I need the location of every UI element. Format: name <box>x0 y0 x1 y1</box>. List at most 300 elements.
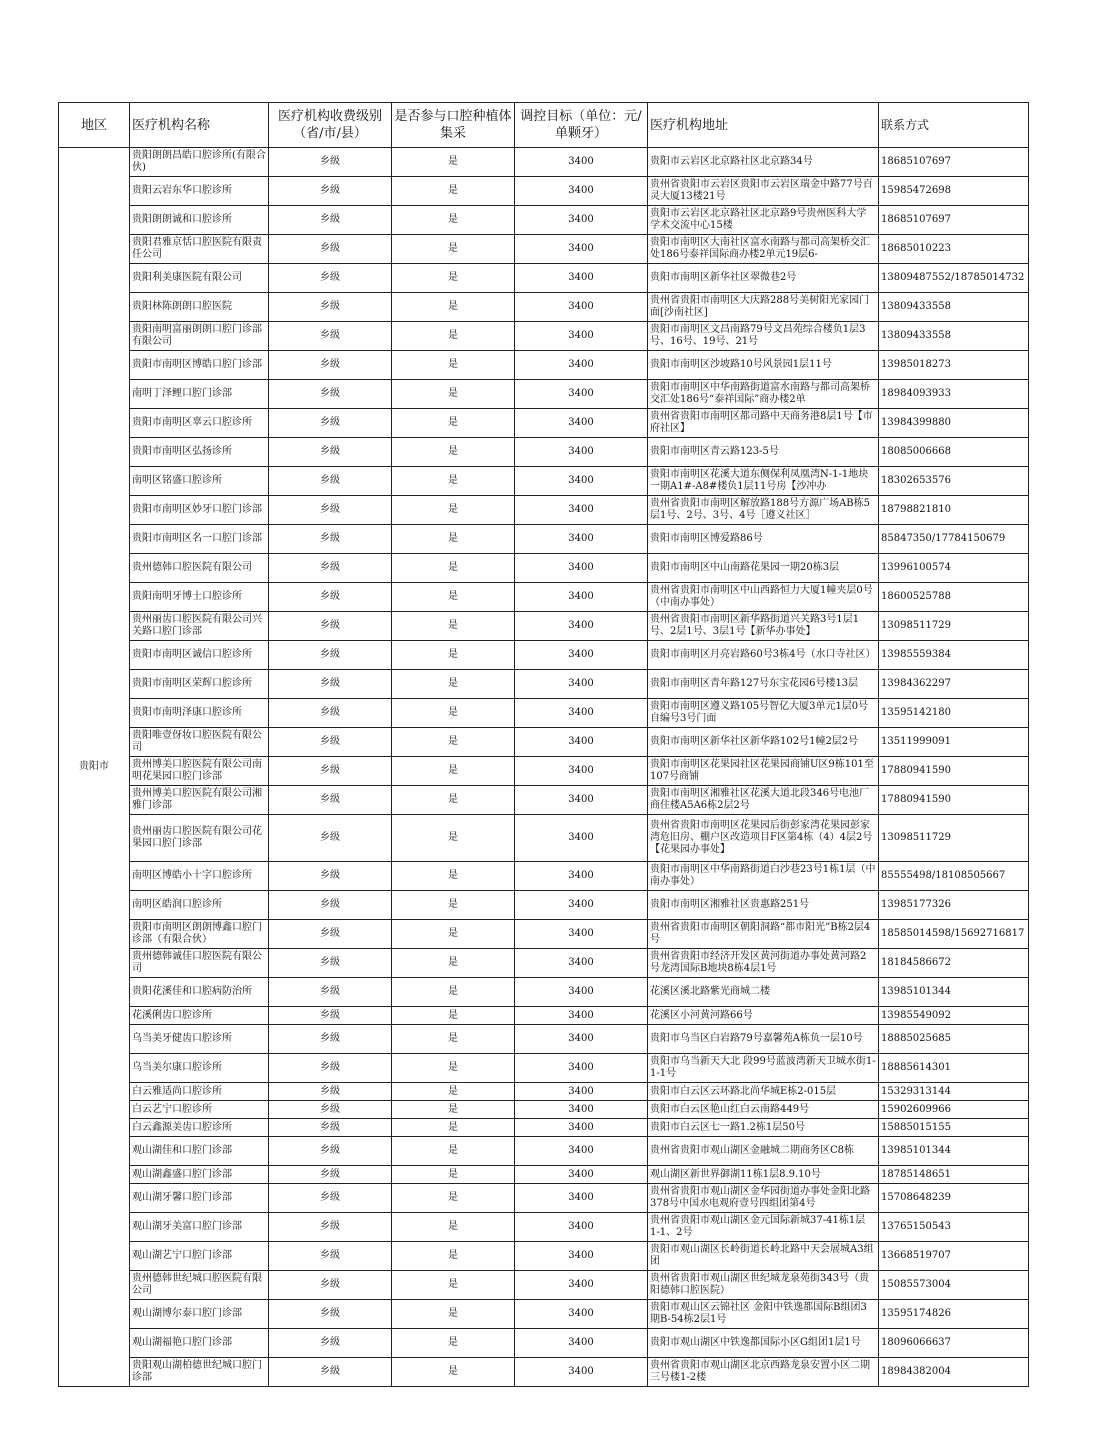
institution-name-cell: 贵州丽齿口腔医院有限公司花果园口腔门诊部 <box>130 815 269 862</box>
address-cell: 贵阳市云岩区北京路社区北京路9号贵州医科大学学术交流中心15楼 <box>648 206 879 235</box>
participation-cell: 是 <box>392 1119 515 1137</box>
institution-name-cell: 贵州博美口腔医院有限公司湘雅门诊部 <box>130 786 269 815</box>
fee-level-cell: 乡级 <box>269 264 392 293</box>
phone-cell: 18885025685 <box>879 1025 1029 1054</box>
target-price-cell: 3400 <box>515 1300 648 1329</box>
institution-name-cell: 乌当美牙健齿口腔诊所 <box>130 1025 269 1054</box>
target-price-cell: 3400 <box>515 978 648 1007</box>
institution-name-cell: 观山湖博尔泰口腔门诊部 <box>130 1300 269 1329</box>
institution-name-cell: 南明区博皓小十字口腔诊所 <box>130 862 269 891</box>
table-row <box>59 1083 1029 1101</box>
address-cell: 贵州省贵阳市经济开发区黄河街道办事处黄河路2号龙湾国际B地块8栋4层1号 <box>648 949 879 978</box>
fee-level-cell: 乡级 <box>269 757 392 786</box>
table-row <box>59 380 1029 409</box>
institution-name-cell: 南明区皓润口腔诊所 <box>130 891 269 920</box>
address-cell: 贵阳市南明区湘雅社区花溪大道北段346号电池厂商住楼A5A6栋2层2号 <box>648 786 879 815</box>
participation-cell: 是 <box>392 949 515 978</box>
table-row <box>59 891 1029 920</box>
participation-cell: 是 <box>392 728 515 757</box>
address-cell: 贵州省贵阳市观山湖区北京西路龙泉安置小区二期三号楼1-2楼 <box>648 1358 879 1387</box>
institution-name-cell: 贵阳花溪佳和口腔病防治所 <box>130 978 269 1007</box>
participation-cell: 是 <box>392 1242 515 1271</box>
phone-cell: 13985559384 <box>879 641 1029 670</box>
target-price-cell: 3400 <box>515 1137 648 1166</box>
institution-name-cell: 贵州博美口腔医院有限公司南明花果园口腔门诊部 <box>130 757 269 786</box>
phone-cell: 18302653576 <box>879 467 1029 496</box>
header-target: 调控目标（单位：元/单颗牙） <box>515 103 648 148</box>
target-price-cell: 3400 <box>515 1271 648 1300</box>
address-cell: 贵阳市南明区中山南路花果园一期20栋3层 <box>648 554 879 583</box>
participation-cell: 是 <box>392 1300 515 1329</box>
participation-cell: 是 <box>392 1329 515 1358</box>
phone-cell: 13668519707 <box>879 1242 1029 1271</box>
participation-cell: 是 <box>392 1271 515 1300</box>
fee-level-cell: 乡级 <box>269 1025 392 1054</box>
fee-level-cell: 乡级 <box>269 612 392 641</box>
address-cell: 贵阳市白云区艳山红白云南路449号 <box>648 1101 879 1119</box>
fee-level-cell: 乡级 <box>269 177 392 206</box>
phone-cell: 13809487552/18785014732 <box>879 264 1029 293</box>
table-row <box>59 554 1029 583</box>
institution-name-cell: 贵阳南明牙博士口腔诊所 <box>130 583 269 612</box>
address-cell: 贵州省贵阳市观山湖区金融城二期商务区C8栋 <box>648 1137 879 1166</box>
table-row <box>59 264 1029 293</box>
address-cell: 贵阳市白云区七一路1.2栋1层50号 <box>648 1119 879 1137</box>
target-price-cell: 3400 <box>515 583 648 612</box>
phone-cell: 13985549092 <box>879 1007 1029 1025</box>
address-cell: 贵阳市南明区花果园社区花果园商铺U区9栋101至107号商铺 <box>648 757 879 786</box>
header-region: 地区 <box>59 103 130 148</box>
participation-cell: 是 <box>392 815 515 862</box>
institution-name-cell: 贵阳观山湖柏德世纪城口腔门诊部 <box>130 1358 269 1387</box>
phone-cell: 13985177326 <box>879 891 1029 920</box>
fee-level-cell: 乡级 <box>269 699 392 728</box>
phone-cell: 17880941590 <box>879 757 1029 786</box>
participation-cell: 是 <box>392 920 515 949</box>
fee-level-cell: 乡级 <box>269 496 392 525</box>
participation-cell: 是 <box>392 1358 515 1387</box>
address-cell: 贵阳市南明区青云路123-5号 <box>648 438 879 467</box>
table-row <box>59 612 1029 641</box>
participation-cell: 是 <box>392 467 515 496</box>
participation-cell: 是 <box>392 891 515 920</box>
address-cell: 贵阳市南明区沙坡路10号风景园1层11号 <box>648 351 879 380</box>
table-row <box>59 786 1029 815</box>
address-cell: 贵阳市南明区花溪大道东侧保利凤凰湾N-1-1地块一期A1#-A8#楼负1层11号房【沙冲办 <box>648 467 879 496</box>
phone-cell: 18685010223 <box>879 235 1029 264</box>
phone-cell: 18984093933 <box>879 380 1029 409</box>
phone-cell: 18096066637 <box>879 1329 1029 1358</box>
table-row <box>59 949 1029 978</box>
address-cell: 贵阳市乌当区白岩路79号嘉馨苑A栋负一层10号 <box>648 1025 879 1054</box>
institution-name-cell: 观山湖福艳口腔门诊部 <box>130 1329 269 1358</box>
fee-level-cell: 乡级 <box>269 978 392 1007</box>
fee-level-cell: 乡级 <box>269 206 392 235</box>
address-cell: 贵阳市观山湖区中铁逸都国际小区G组团1层1号 <box>648 1329 879 1358</box>
target-price-cell: 3400 <box>515 1101 648 1119</box>
table-row <box>59 1119 1029 1137</box>
fee-level-cell: 乡级 <box>269 1101 392 1119</box>
institution-name-cell: 贵阳南明富丽朗朗口腔门诊部有限公司 <box>130 322 269 351</box>
table-row <box>59 351 1029 380</box>
address-cell: 贵阳市南明区新华社区新华路102号1幢2层2号 <box>648 728 879 757</box>
target-price-cell: 3400 <box>515 1025 648 1054</box>
fee-level-cell: 乡级 <box>269 1083 392 1101</box>
participation-cell: 是 <box>392 351 515 380</box>
institution-name-cell: 贵阳市南明区弘扬诊所 <box>130 438 269 467</box>
fee-level-cell: 乡级 <box>269 1119 392 1137</box>
address-cell: 贵州省贵阳市南明区解放路188号方源广场AB栋5层1号、2号、3号、4号［遵义社区］ <box>648 496 879 525</box>
table-row <box>59 148 1029 177</box>
target-price-cell: 3400 <box>515 891 648 920</box>
phone-cell: 18685107697 <box>879 206 1029 235</box>
phone-cell: 13595174826 <box>879 1300 1029 1329</box>
institution-name-cell: 白云鑫源美齿口腔诊所 <box>130 1119 269 1137</box>
address-cell: 贵阳市南明区新华社区翠微巷2号 <box>648 264 879 293</box>
target-price-cell: 3400 <box>515 1213 648 1242</box>
table-row <box>59 1300 1029 1329</box>
target-price-cell: 3400 <box>515 757 648 786</box>
fee-level-cell: 乡级 <box>269 409 392 438</box>
address-cell: 贵州省贵阳市观山湖区金华园街道办事处金阳北路378号中国水电观府壹号四组团第4号 <box>648 1184 879 1213</box>
fee-level-cell: 乡级 <box>269 1166 392 1184</box>
participation-cell: 是 <box>392 235 515 264</box>
target-price-cell: 3400 <box>515 1329 648 1358</box>
address-cell: 贵州省贵阳市南明区朝阳洞路“都市阳光”B栋2层4号 <box>648 920 879 949</box>
fee-level-cell: 乡级 <box>269 670 392 699</box>
table-row <box>59 409 1029 438</box>
fee-level-cell: 乡级 <box>269 949 392 978</box>
table-row <box>59 815 1029 862</box>
phone-cell: 13809433558 <box>879 293 1029 322</box>
table-row <box>59 862 1029 891</box>
institution-name-cell: 贵州德韩口腔医院有限公司 <box>130 554 269 583</box>
table-body <box>59 148 1029 1387</box>
fee-level-cell: 乡级 <box>269 1358 392 1387</box>
address-cell: 贵州省贵阳市观山湖区世纪城龙泉苑街343号（贵阳德韩口腔医院） <box>648 1271 879 1300</box>
institution-name-cell: 贵阳市南明区朗朗博鑫口腔门诊部（有限合伙） <box>130 920 269 949</box>
fee-level-cell: 乡级 <box>269 525 392 554</box>
fee-level-cell: 乡级 <box>269 1271 392 1300</box>
institution-name-cell: 贵阳唯壹伢妆口腔医院有限公司 <box>130 728 269 757</box>
address-cell: 贵州省贵阳市南明区大庆路288号美树阳光家园门面[沙南社区] <box>648 293 879 322</box>
fee-level-cell: 乡级 <box>269 322 392 351</box>
phone-cell: 13098511729 <box>879 815 1029 862</box>
target-price-cell: 3400 <box>515 1119 648 1137</box>
institution-name-cell: 白云雅适尚口腔诊所 <box>130 1083 269 1101</box>
target-price-cell: 3400 <box>515 525 648 554</box>
participation-cell: 是 <box>392 1166 515 1184</box>
address-cell: 贵州省贵阳市南明区中山西路恒力大厦1幢夹层0号（中南办事处） <box>648 583 879 612</box>
fee-level-cell: 乡级 <box>269 728 392 757</box>
phone-cell: 15985472698 <box>879 177 1029 206</box>
target-price-cell: 3400 <box>515 351 648 380</box>
target-price-cell: 3400 <box>515 786 648 815</box>
target-price-cell: 3400 <box>515 235 648 264</box>
institution-name-cell: 贵阳君雅京恬口腔医院有限责任公司 <box>130 235 269 264</box>
institution-name-cell: 贵阳市南明区妙牙口腔门诊部 <box>130 496 269 525</box>
address-cell: 贵州省贵阳市观山湖区金元国际新城37-41栋1层 1-1、2号 <box>648 1213 879 1242</box>
phone-cell: 13996100574 <box>879 554 1029 583</box>
phone-cell: 18685107697 <box>879 148 1029 177</box>
table-row <box>59 293 1029 322</box>
table-row <box>59 1166 1029 1184</box>
table-row <box>59 757 1029 786</box>
fee-level-cell: 乡级 <box>269 641 392 670</box>
fee-level-cell: 乡级 <box>269 293 392 322</box>
header-participation: 是否参与口腔种植体集采 <box>392 103 515 148</box>
participation-cell: 是 <box>392 148 515 177</box>
fee-level-cell: 乡级 <box>269 1213 392 1242</box>
participation-cell: 是 <box>392 409 515 438</box>
participation-cell: 是 <box>392 1101 515 1119</box>
institution-name-cell: 贵阳市南明泽康口腔诊所 <box>130 699 269 728</box>
participation-cell: 是 <box>392 1083 515 1101</box>
participation-cell: 是 <box>392 1025 515 1054</box>
target-price-cell: 3400 <box>515 322 648 351</box>
table-row <box>59 206 1029 235</box>
phone-cell: 13985018273 <box>879 351 1029 380</box>
institution-name-cell: 贵阳朗朗诚和口腔诊所 <box>130 206 269 235</box>
institution-name-cell: 贵阳市南明区诚信口腔诊所 <box>130 641 269 670</box>
table-row <box>59 525 1029 554</box>
participation-cell: 是 <box>392 786 515 815</box>
fee-level-cell: 乡级 <box>269 815 392 862</box>
table-row <box>59 1271 1029 1300</box>
institution-name-cell: 观山湖佳和口腔门诊部 <box>130 1137 269 1166</box>
institution-name-cell: 观山湖鑫盛口腔门诊部 <box>130 1166 269 1184</box>
participation-cell: 是 <box>392 177 515 206</box>
target-price-cell: 3400 <box>515 380 648 409</box>
target-price-cell: 3400 <box>515 862 648 891</box>
target-price-cell: 3400 <box>515 1184 648 1213</box>
phone-cell: 13765150543 <box>879 1213 1029 1242</box>
target-price-cell: 3400 <box>515 1007 648 1025</box>
participation-cell: 是 <box>392 699 515 728</box>
institution-name-cell: 南明区铭盛口腔诊所 <box>130 467 269 496</box>
address-cell: 贵州省贵阳市南明区都司路中天商务港8层1号【市府社区】 <box>648 409 879 438</box>
target-price-cell: 3400 <box>515 1166 648 1184</box>
participation-cell: 是 <box>392 670 515 699</box>
institution-name-cell: 观山湖牙美富口腔门诊部 <box>130 1213 269 1242</box>
phone-cell: 15885015155 <box>879 1119 1029 1137</box>
table-row <box>59 438 1029 467</box>
phone-cell: 18785148651 <box>879 1166 1029 1184</box>
fee-level-cell: 乡级 <box>269 351 392 380</box>
header-name: 医疗机构名称 <box>130 103 269 148</box>
phone-cell: 15085573004 <box>879 1271 1029 1300</box>
address-cell: 贵阳市南明区青年路127号东宝花园6号楼13层 <box>648 670 879 699</box>
fee-level-cell: 乡级 <box>269 554 392 583</box>
table-row <box>59 1054 1029 1083</box>
address-cell: 贵阳市白云区云环路北尚华城E栋2-015层 <box>648 1083 879 1101</box>
fee-level-cell: 乡级 <box>269 235 392 264</box>
target-price-cell: 3400 <box>515 177 648 206</box>
institution-name-cell: 贵阳林陈朗朗口腔医院 <box>130 293 269 322</box>
institution-name-cell: 贵阳市南明区名一口腔门诊部 <box>130 525 269 554</box>
table-row <box>59 1242 1029 1271</box>
table-row <box>59 920 1029 949</box>
phone-cell: 13985101344 <box>879 1137 1029 1166</box>
phone-cell: 13984399880 <box>879 409 1029 438</box>
phone-cell: 85847350/17784150679 <box>879 525 1029 554</box>
participation-cell: 是 <box>392 206 515 235</box>
phone-cell: 18585014598/15692716817 <box>879 920 1029 949</box>
fee-level-cell: 乡级 <box>269 583 392 612</box>
target-price-cell: 3400 <box>515 206 648 235</box>
header-level: 医疗机构收费级别（省/市/县） <box>269 103 392 148</box>
target-price-cell: 3400 <box>515 148 648 177</box>
target-price-cell: 3400 <box>515 670 648 699</box>
fee-level-cell: 乡级 <box>269 1300 392 1329</box>
table-row <box>59 235 1029 264</box>
phone-cell: 13098511729 <box>879 612 1029 641</box>
fee-level-cell: 乡级 <box>269 1054 392 1083</box>
table-row <box>59 670 1029 699</box>
participation-cell: 是 <box>392 612 515 641</box>
fee-level-cell: 乡级 <box>269 1329 392 1358</box>
address-cell: 贵阳市南明区大南社区富水南路与都司高架桥交汇处186号泰祥国际商办楼2单元19层6- <box>648 235 879 264</box>
target-price-cell: 3400 <box>515 438 648 467</box>
institution-name-cell: 贵阳朗朗昌皓口腔诊所(有限合伙) <box>130 148 269 177</box>
address-cell: 贵州省贵阳市南明区新华路街道兴关路3号1层1号、2层1号、3层1号【新华办事处】 <box>648 612 879 641</box>
fee-level-cell: 乡级 <box>269 467 392 496</box>
participation-cell: 是 <box>392 525 515 554</box>
phone-cell: 13985101344 <box>879 978 1029 1007</box>
address-cell: 贵州省贵阳市云岩区贵阳市云岩区瑞金中路77号百灵大厦13楼21号 <box>648 177 879 206</box>
fee-level-cell: 乡级 <box>269 786 392 815</box>
table-row <box>59 1007 1029 1025</box>
phone-cell: 15329313144 <box>879 1083 1029 1101</box>
address-cell: 贵阳市云岩区北京路社区北京路34号 <box>648 148 879 177</box>
phone-cell: 13984362297 <box>879 670 1029 699</box>
participation-cell: 是 <box>392 1184 515 1213</box>
participation-cell: 是 <box>392 1054 515 1083</box>
fee-level-cell: 乡级 <box>269 862 392 891</box>
address-cell: 观山湖区新世界御湖11栋1层8.9.10号 <box>648 1166 879 1184</box>
participation-cell: 是 <box>392 862 515 891</box>
target-price-cell: 3400 <box>515 1083 648 1101</box>
table-row <box>59 641 1029 670</box>
address-cell: 贵阳市南明区博爱路86号 <box>648 525 879 554</box>
address-cell: 花溪区溪北路紫光商城二楼 <box>648 978 879 1007</box>
institution-name-cell: 贵阳利美康医院有限公司 <box>130 264 269 293</box>
header-address: 医疗机构地址 <box>648 103 879 148</box>
table-row <box>59 496 1029 525</box>
table-row <box>59 1329 1029 1358</box>
table-row <box>59 322 1029 351</box>
target-price-cell: 3400 <box>515 612 648 641</box>
phone-cell: 18885614301 <box>879 1054 1029 1083</box>
table-row <box>59 978 1029 1007</box>
participation-cell: 是 <box>392 438 515 467</box>
target-price-cell: 3400 <box>515 920 648 949</box>
participation-cell: 是 <box>392 322 515 351</box>
institution-name-cell: 贵阳市南明区荣辉口腔诊所 <box>130 670 269 699</box>
institution-name-cell: 观山湖牙馨口腔门诊部 <box>130 1184 269 1213</box>
participation-cell: 是 <box>392 1213 515 1242</box>
participation-cell: 是 <box>392 496 515 525</box>
target-price-cell: 3400 <box>515 467 648 496</box>
fee-level-cell: 乡级 <box>269 1242 392 1271</box>
target-price-cell: 3400 <box>515 728 648 757</box>
phone-cell: 85555498/18108505667 <box>879 862 1029 891</box>
phone-cell: 13809433558 <box>879 322 1029 351</box>
institution-name-cell: 贵州德韩世纪城口腔医院有限公司 <box>130 1271 269 1300</box>
fee-level-cell: 乡级 <box>269 891 392 920</box>
address-cell: 花溪区小河黄河路66号 <box>648 1007 879 1025</box>
target-price-cell: 3400 <box>515 1054 648 1083</box>
phone-cell: 17880941590 <box>879 786 1029 815</box>
table-row <box>59 1184 1029 1213</box>
address-cell: 贵阳市南明区中华南路街道富水南路与都司高架桥交汇处186号“泰祥国际”商办楼2单 <box>648 380 879 409</box>
institution-name-cell: 观山湖艺宁口腔门诊部 <box>130 1242 269 1271</box>
address-cell: 贵阳市南明区湘雅社区贵惠路251号 <box>648 891 879 920</box>
target-price-cell: 3400 <box>515 554 648 583</box>
target-price-cell: 3400 <box>515 264 648 293</box>
address-cell: 贵阳市南明区月亮岩路60号3栋4号（水口寺社区） <box>648 641 879 670</box>
target-price-cell: 3400 <box>515 1242 648 1271</box>
institution-name-cell: 乌当美尔康口腔诊所 <box>130 1054 269 1083</box>
table-row <box>59 1213 1029 1242</box>
fee-level-cell: 乡级 <box>269 148 392 177</box>
institution-name-cell: 贵阳云岩东华口腔诊所 <box>130 177 269 206</box>
target-price-cell: 3400 <box>515 699 648 728</box>
institution-name-cell: 贵州德韩诚佳口腔医院有限公司 <box>130 949 269 978</box>
table-row <box>59 1025 1029 1054</box>
phone-cell: 15708648239 <box>879 1184 1029 1213</box>
participation-cell: 是 <box>392 978 515 1007</box>
region-cell: 贵阳市 <box>59 148 130 1387</box>
target-price-cell: 3400 <box>515 1358 648 1387</box>
fee-level-cell: 乡级 <box>269 920 392 949</box>
header-row <box>59 103 1029 148</box>
institution-name-cell: 贵阳市南明区博皓口腔门诊部 <box>130 351 269 380</box>
address-cell: 贵阳市观山湖区长岭街道长岭北路中天会展城A3组团 <box>648 1242 879 1271</box>
address-cell: 贵阳市南明区中华南路街道白沙巷23号1栋1层（中南办事处） <box>648 862 879 891</box>
institution-table <box>58 102 1029 1387</box>
fee-level-cell: 乡级 <box>269 380 392 409</box>
target-price-cell: 3400 <box>515 815 648 862</box>
phone-cell: 18798821810 <box>879 496 1029 525</box>
fee-level-cell: 乡级 <box>269 438 392 467</box>
table-row <box>59 699 1029 728</box>
target-price-cell: 3400 <box>515 293 648 322</box>
phone-cell: 18600525788 <box>879 583 1029 612</box>
header-phone: 联系方式 <box>879 103 1029 148</box>
phone-cell: 13595142180 <box>879 699 1029 728</box>
address-cell: 贵阳市乌当新天大北 段99号蓝波湾新天卫城水街1-1-1号 <box>648 1054 879 1083</box>
participation-cell: 是 <box>392 264 515 293</box>
phone-cell: 18984382004 <box>879 1358 1029 1387</box>
address-cell: 贵州省贵阳市南明区花果园后街彭家湾花果园彭家湾危旧房、棚户区改造项目F区第4栋（4）4层2号【花果园办事处】 <box>648 815 879 862</box>
participation-cell: 是 <box>392 757 515 786</box>
address-cell: 贵阳市南明区遵义路105号智亿大厦3单元1层0号自编号3号门面 <box>648 699 879 728</box>
participation-cell: 是 <box>392 583 515 612</box>
institution-name-cell: 贵州丽齿口腔医院有限公司兴关路口腔门诊部 <box>130 612 269 641</box>
target-price-cell: 3400 <box>515 496 648 525</box>
phone-cell: 15902609966 <box>879 1101 1029 1119</box>
participation-cell: 是 <box>392 1007 515 1025</box>
table-row <box>59 1358 1029 1387</box>
institution-name-cell: 白云艺宁口腔诊所 <box>130 1101 269 1119</box>
table-row <box>59 583 1029 612</box>
fee-level-cell: 乡级 <box>269 1007 392 1025</box>
table-row <box>59 1137 1029 1166</box>
institution-name-cell: 南明丁泽鲤口腔门诊部 <box>130 380 269 409</box>
participation-cell: 是 <box>392 1137 515 1166</box>
fee-level-cell: 乡级 <box>269 1137 392 1166</box>
